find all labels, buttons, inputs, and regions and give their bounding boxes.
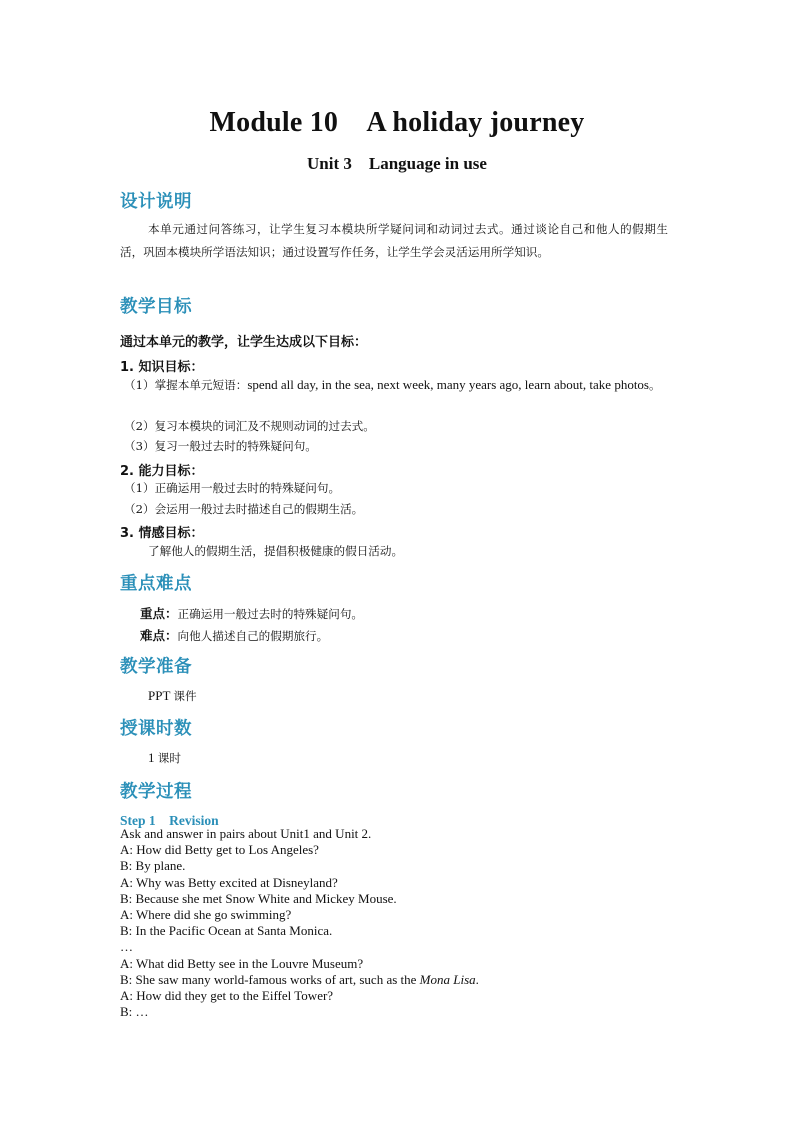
dialog-line: B: By plane. (120, 858, 186, 874)
dialog-line (120, 972, 479, 988)
dialog-line: B: Because she met Snow White and Mickey Mouse. (120, 890, 397, 906)
dialog-line: B: In the Pacific Ocean at Santa Monica. (120, 923, 333, 939)
knowledge-goal-item-3: （3）复习一般过去时的特殊疑问句。 (124, 439, 317, 453)
preparation-text (148, 688, 197, 704)
mona-lisa-title: Mona Lisa (419, 971, 476, 987)
section-heading-process: 教学过程 (120, 782, 192, 802)
dialog-line: A: Where did she go swimming? (120, 906, 292, 922)
section-heading-preparation: 教学准备 (120, 657, 192, 677)
hours-text (148, 750, 181, 766)
preparation-text-en: PPT (148, 688, 174, 703)
dialog-line: A: How did Betty get to Los Angeles? (120, 842, 319, 858)
preparation-text-cn: 课件 (173, 689, 197, 703)
section-heading-design: 设计说明 (120, 192, 192, 212)
emotion-goal-item-1: 了解他人的假期生活，提倡积极健康的假日活动。 (148, 544, 404, 558)
step-1-heading: Step 1 Revision (120, 813, 219, 828)
dialog-line: … (120, 939, 133, 955)
dialog-line: Ask and answer in pairs about Unit1 and Unit 2. (120, 826, 372, 841)
objectives-intro: 通过本单元的教学，让学生达成以下目标： (120, 335, 368, 350)
dialog-line: A: Why was Betty excited at Disneyland? (120, 874, 338, 890)
dialog-line: B: … (120, 1004, 149, 1020)
knowledge-goal-item-1 (120, 374, 675, 396)
knowledge-goal-label: 1. 知识目标： (120, 360, 204, 375)
ability-goal-item-2: （2）会运用一般过去时描述自己的假期生活。 (124, 502, 364, 516)
section-heading-key-points: 重点难点 (120, 574, 192, 594)
difficulty-text: 向他人描述自己的假期旅行。 (177, 629, 329, 643)
section-heading-hours: 授课时数 (120, 719, 192, 739)
page-title: Module 10 A holiday journey (209, 107, 585, 138)
page-subtitle: Unit 3 Language in use (307, 154, 487, 173)
ability-goal-item-1: （1）正确运用一般过去时的特殊疑问句。 (124, 481, 341, 495)
knowledge-goal-item-1-end: 。 (649, 378, 661, 392)
section-heading-objectives: 教学目标 (120, 297, 192, 317)
dialog-line-text: B: She saw many world-famous works of art, such as the (120, 971, 420, 987)
difficulty-line (140, 626, 328, 644)
dialog-line: A: How did they get to the Eiffel Tower? (120, 987, 334, 1003)
design-paragraph: 本单元通过问答练习，让学生复习本模块所学疑问词和动词过去式。通过谈论自己和他人的假期生活，巩固本模块所学语法知识；通过设置写作任务，让学生学会灵活运用所学知识。 (120, 222, 668, 259)
ability-goal-label: 2. 能力目标： (120, 464, 204, 479)
knowledge-goal-item-1-phrases: spend all day, in the sea, next week, many years ago, learn about, take photos (247, 377, 649, 392)
hours-text-cn: 课时 (157, 751, 181, 765)
difficulty-label: 难点： (140, 628, 178, 643)
revision-dialog (120, 826, 479, 1020)
knowledge-goal-item-2: （2）复习本模块的词汇及不规则动词的过去式。 (124, 419, 375, 433)
dialog-line-end: . (475, 971, 479, 987)
dialog-line: A: What did Betty see in the Louvre Museum? (120, 955, 364, 971)
hours-text-en: 1 (148, 750, 158, 765)
emotion-goal-label: 3. 情感目标： (120, 526, 204, 541)
knowledge-goal-item-1-prefix: （1）掌握本单元短语： (124, 378, 248, 392)
focus-line (140, 604, 363, 622)
focus-text: 正确运用一般过去时的特殊疑问句。 (177, 607, 364, 621)
focus-label: 重点： (140, 606, 178, 621)
